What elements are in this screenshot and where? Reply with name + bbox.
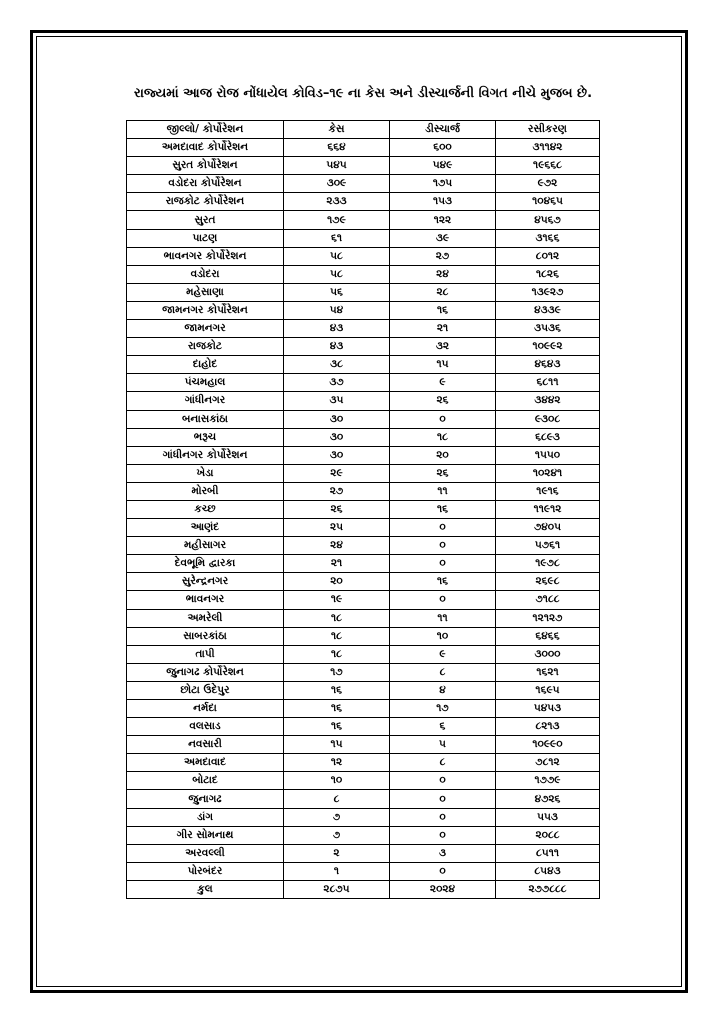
cases-cell: ૮	[284, 790, 390, 808]
table-row	[127, 428, 600, 446]
header-discharge: ડીસ્ચાર્જ	[390, 121, 496, 139]
cases-cell: ૧૭૯	[284, 211, 390, 229]
vaccination-cell: ૫૪૫૩	[496, 700, 600, 718]
table-row	[127, 790, 600, 808]
table-row	[127, 374, 600, 392]
cases-cell: ૧૦	[284, 772, 390, 790]
cases-cell: ૨૧	[284, 555, 390, 573]
vaccination-cell: ૮૨૧૩	[496, 718, 600, 736]
discharge-cell: ૧૬	[390, 301, 496, 319]
cases-cell: ૧૯	[284, 591, 390, 609]
table-row	[127, 482, 600, 500]
district-cell: ખેડા	[127, 464, 284, 482]
table-row	[127, 320, 600, 338]
cases-cell: ૨૫	[284, 519, 390, 537]
vaccination-cell: ૧૬૨૧	[496, 663, 600, 681]
district-cell: દાહોદ	[127, 356, 284, 374]
discharge-cell: ૬	[390, 718, 496, 736]
vaccination-cell: ૧૧૯૧૨	[496, 500, 600, 518]
district-cell: રાજકોટ કોર્પોરેશન	[127, 193, 284, 211]
discharge-cell: ૦	[390, 826, 496, 844]
vaccination-cell: ૭૮૧૨	[496, 754, 600, 772]
discharge-cell: ૫૪૯	[390, 157, 496, 175]
district-cell: સાબરકાંઠા	[127, 627, 284, 645]
discharge-cell: ૦	[390, 555, 496, 573]
district-cell: ગાંધીનગર કોર્પોરેશન	[127, 446, 284, 464]
table-row	[127, 555, 600, 573]
cases-cell: ૨૩૩	[284, 193, 390, 211]
table-row	[127, 519, 600, 537]
district-cell: પંચમહાલ	[127, 374, 284, 392]
cases-cell: ૫૪૫	[284, 157, 390, 175]
table-row	[127, 718, 600, 736]
discharge-cell: ૧૮	[390, 428, 496, 446]
district-cell: અમદાવાદ કોર્પોરેશન	[127, 139, 284, 157]
discharge-cell: ૦	[390, 591, 496, 609]
vaccination-cell: ૧૮૨૬	[496, 265, 600, 283]
table-row	[127, 500, 600, 518]
cases-cell: ૧૬	[284, 700, 390, 718]
district-cell: ગાંધીનગર	[127, 392, 284, 410]
cases-cell: ૨૮૭૫	[284, 880, 390, 898]
district-cell: વલસાડ	[127, 718, 284, 736]
cases-cell: ૭	[284, 808, 390, 826]
vaccination-cell: ૧૦૨૪૧	[496, 464, 600, 482]
discharge-cell: ૩૯	[390, 229, 496, 247]
district-cell: કચ્છ	[127, 500, 284, 518]
table-row	[127, 627, 600, 645]
discharge-cell: ૨૧	[390, 320, 496, 338]
vaccination-cell: ૮૫૪૩	[496, 862, 600, 880]
table-row	[127, 283, 600, 301]
cases-cell: ૩૮	[284, 356, 390, 374]
vaccination-cell: ૬૮૯૩	[496, 428, 600, 446]
district-cell: જામનગર કોર્પોરેશન	[127, 301, 284, 319]
table-row	[127, 862, 600, 880]
table-row	[127, 808, 600, 826]
cases-cell: ૨૭	[284, 482, 390, 500]
vaccination-cell: ૧૯૧૬	[496, 482, 600, 500]
district-cell: મહીસાગર	[127, 537, 284, 555]
district-cell: ભાવનગર કોર્પોરેશન	[127, 247, 284, 265]
district-cell: કુલ	[127, 880, 284, 898]
vaccination-cell: ૩૧૧૪૨	[496, 139, 600, 157]
table-row	[127, 736, 600, 754]
discharge-cell: ૧૧	[390, 482, 496, 500]
table-row	[127, 591, 600, 609]
vaccination-cell: ૧૦૪૬૫	[496, 193, 600, 211]
page-title: રાજ્યમાં આજ રોજ નોંધાયેલ કોવિડ–૧૯ ના કેસ અને ડીસ્ચાર્જની વિગત નીચે મુજબ છે.	[133, 86, 593, 101]
district-cell: દેવભૂમિ દ્વારકા	[127, 555, 284, 573]
discharge-cell: ૧૫૩	[390, 193, 496, 211]
cases-cell: ૩૦	[284, 446, 390, 464]
vaccination-cell: ૧૫૫૦	[496, 446, 600, 464]
district-cell: અમદાવાદ	[127, 754, 284, 772]
discharge-cell: ૧૭૫	[390, 175, 496, 193]
discharge-cell: ૦	[390, 519, 496, 537]
district-cell: સુરેન્દ્રનગર	[127, 573, 284, 591]
district-cell: વડોદરા કોર્પોરેશન	[127, 175, 284, 193]
table-row	[127, 464, 600, 482]
table-header-row	[127, 121, 600, 139]
cases-cell: ૩૭	[284, 374, 390, 392]
discharge-cell: ૩	[390, 844, 496, 862]
vaccination-cell: ૩૪૪૨	[496, 392, 600, 410]
header-district: જીલ્લો/ કોર્પોરેશન	[127, 121, 284, 139]
table-row	[127, 356, 600, 374]
header-vaccination: રસીકરણ	[496, 121, 600, 139]
cases-cell: ૩૦૯	[284, 175, 390, 193]
discharge-cell: ૨૮	[390, 283, 496, 301]
district-cell: પોરબંદર	[127, 862, 284, 880]
discharge-cell: ૮	[390, 663, 496, 681]
vaccination-cell: ૪૭૨૬	[496, 790, 600, 808]
cases-cell: ૨૦	[284, 573, 390, 591]
table-row	[127, 265, 600, 283]
cases-cell: ૫૮	[284, 247, 390, 265]
discharge-cell: ૧૦	[390, 627, 496, 645]
district-cell: નર્મદા	[127, 700, 284, 718]
cases-cell: ૨૪	[284, 537, 390, 555]
district-cell: અરવલ્લી	[127, 844, 284, 862]
vaccination-cell: ૧૯૭૮	[496, 555, 600, 573]
discharge-cell: ૨૬	[390, 464, 496, 482]
vaccination-cell: ૧૩૯૨૭	[496, 283, 600, 301]
vaccination-cell: ૬૮૧૧	[496, 374, 600, 392]
vaccination-cell: ૧૦૯૯૦	[496, 736, 600, 754]
district-cell: નવસારી	[127, 736, 284, 754]
district-cell: ગીર સોમનાથ	[127, 826, 284, 844]
table-row	[127, 392, 600, 410]
vaccination-cell: ૨૬૯૮	[496, 573, 600, 591]
table-row	[127, 700, 600, 718]
discharge-cell: ૦	[390, 808, 496, 826]
cases-cell: ૧૫	[284, 736, 390, 754]
vaccination-cell: ૨૭૭૮૮૮	[496, 880, 600, 898]
discharge-cell: ૧૫	[390, 356, 496, 374]
discharge-cell: ૨૪	[390, 265, 496, 283]
district-cell: રાજકોટ	[127, 338, 284, 356]
vaccination-cell: ૧૭૭૯	[496, 772, 600, 790]
table-row	[127, 247, 600, 265]
cases-cell: ૧૨	[284, 754, 390, 772]
discharge-cell: ૧૨૨	[390, 211, 496, 229]
table-row	[127, 446, 600, 464]
table-row	[127, 139, 600, 157]
cases-cell: ૧૭	[284, 663, 390, 681]
vaccination-cell: ૧૦૯૯૨	[496, 338, 600, 356]
district-cell: પાટણ	[127, 229, 284, 247]
district-cell: બનાસકાંઠા	[127, 410, 284, 428]
district-cell: ભરૂચ	[127, 428, 284, 446]
vaccination-cell: ૯૩૦૮	[496, 410, 600, 428]
discharge-cell: ૦	[390, 790, 496, 808]
district-cell: સુરત કોર્પોરેશન	[127, 157, 284, 175]
vaccination-cell: ૪૬૪૩	[496, 356, 600, 374]
discharge-cell: ૧૬	[390, 573, 496, 591]
table-row	[127, 157, 600, 175]
cases-cell: ૧૮	[284, 645, 390, 663]
discharge-cell: ૧૭	[390, 700, 496, 718]
discharge-cell: ૩૨	[390, 338, 496, 356]
vaccination-cell: ૫૭૬૧	[496, 537, 600, 555]
table-row	[127, 410, 600, 428]
discharge-cell: ૨૦૨૪	[390, 880, 496, 898]
vaccination-cell: ૫૫૩	[496, 808, 600, 826]
discharge-cell: ૧૧	[390, 609, 496, 627]
table-row	[127, 211, 600, 229]
discharge-cell: ૧૬	[390, 500, 496, 518]
discharge-cell: ૦	[390, 772, 496, 790]
district-cell: બોટાદ	[127, 772, 284, 790]
vaccination-cell: ૧૯૬૬૮	[496, 157, 600, 175]
cases-cell: ૨	[284, 844, 390, 862]
vaccination-cell: ૧૬૯૫	[496, 681, 600, 699]
vaccination-cell: ૪૩૩૯	[496, 301, 600, 319]
discharge-cell: ૨૦	[390, 446, 496, 464]
district-cell: ડાંગ	[127, 808, 284, 826]
district-cell: છોટા ઉદેપુર	[127, 681, 284, 699]
discharge-cell: ૫	[390, 736, 496, 754]
cases-cell: ૫૬	[284, 283, 390, 301]
table-row	[127, 663, 600, 681]
district-cell: અમરેલી	[127, 609, 284, 627]
discharge-cell: ૮	[390, 754, 496, 772]
discharge-cell: ૨૭	[390, 247, 496, 265]
table-row	[127, 301, 600, 319]
cases-cell: ૧	[284, 862, 390, 880]
cases-cell: ૧૬	[284, 681, 390, 699]
discharge-cell: ૬૦૦	[390, 139, 496, 157]
cases-cell: ૪૩	[284, 338, 390, 356]
district-cell: જુનાગઢ કોર્પોરેશન	[127, 663, 284, 681]
cases-cell: ૧૮	[284, 609, 390, 627]
table-row	[127, 229, 600, 247]
vaccination-cell: ૩૫૩૬	[496, 320, 600, 338]
table-row	[127, 844, 600, 862]
cases-cell: ૫૪	[284, 301, 390, 319]
covid-cases-table	[126, 120, 600, 899]
table-row	[127, 681, 600, 699]
vaccination-cell: ૪૫૬૭	[496, 211, 600, 229]
vaccination-cell: ૮૫૧૧	[496, 844, 600, 862]
discharge-cell: ૦	[390, 862, 496, 880]
discharge-cell: ૨૬	[390, 392, 496, 410]
table-row	[127, 537, 600, 555]
table-row	[127, 826, 600, 844]
vaccination-cell: ૭૧૮૮	[496, 591, 600, 609]
cases-cell: ૧૬	[284, 718, 390, 736]
cases-cell: ૩૦	[284, 428, 390, 446]
cases-cell: ૨૬	[284, 500, 390, 518]
discharge-cell: ૦	[390, 537, 496, 555]
table-total-row	[127, 880, 600, 898]
discharge-cell: ૯	[390, 645, 496, 663]
vaccination-cell: ૬૪૬૬	[496, 627, 600, 645]
district-cell: મોરબી	[127, 482, 284, 500]
cases-cell: ૫૮	[284, 265, 390, 283]
cases-cell: ૨૯	[284, 464, 390, 482]
district-cell: જુનાગઢ	[127, 790, 284, 808]
table-row	[127, 772, 600, 790]
table-row	[127, 573, 600, 591]
district-cell: તાપી	[127, 645, 284, 663]
cases-cell: ૪૩	[284, 320, 390, 338]
discharge-cell: ૯	[390, 374, 496, 392]
district-cell: મહેસાણા	[127, 283, 284, 301]
vaccination-cell: ૧૨૧૨૭	[496, 609, 600, 627]
discharge-cell: ૦	[390, 410, 496, 428]
district-cell: ભાવનગર	[127, 591, 284, 609]
district-cell: જામનગર	[127, 320, 284, 338]
cases-cell: ૩૦	[284, 410, 390, 428]
table-row	[127, 754, 600, 772]
table-row	[127, 175, 600, 193]
vaccination-cell: ૩૦૦૦	[496, 645, 600, 663]
district-cell: સુરત	[127, 211, 284, 229]
cases-cell: ૩૫	[284, 392, 390, 410]
vaccination-cell: ૨૦૮૮	[496, 826, 600, 844]
cases-cell: ૭	[284, 826, 390, 844]
vaccination-cell: ૭૪૦૫	[496, 519, 600, 537]
vaccination-cell: ૯૭૨	[496, 175, 600, 193]
district-cell: આણંદ	[127, 519, 284, 537]
table-row	[127, 609, 600, 627]
cases-cell: ૬૬૪	[284, 139, 390, 157]
table-row	[127, 193, 600, 211]
table-row	[127, 338, 600, 356]
header-cases: કેસ	[284, 121, 390, 139]
cases-cell: ૬૧	[284, 229, 390, 247]
cases-cell: ૧૮	[284, 627, 390, 645]
district-cell: વડોદરા	[127, 265, 284, 283]
table-body	[127, 139, 600, 899]
vaccination-cell: ૩૧૬૬	[496, 229, 600, 247]
table-row	[127, 645, 600, 663]
vaccination-cell: ૮૦૧૨	[496, 247, 600, 265]
discharge-cell: ૪	[390, 681, 496, 699]
